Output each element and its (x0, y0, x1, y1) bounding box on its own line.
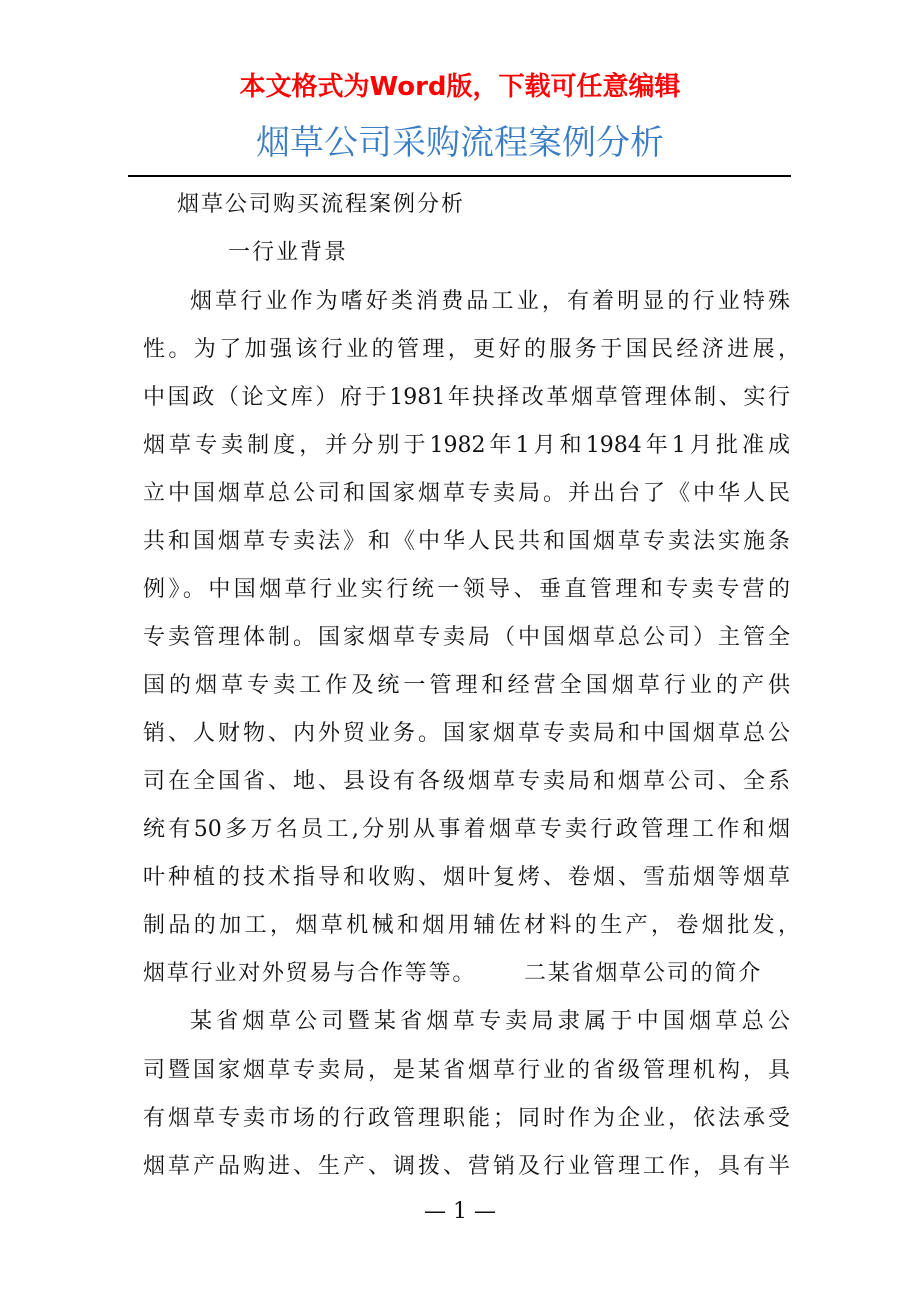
page-number: — 1 — (424, 1199, 496, 1224)
paragraph-line: 制品的加工，烟草机械和烟用辅佐材料的生产，卷烟批发， (143, 913, 800, 938)
paragraph-line: 司暨国家烟草专卖局，是某省烟草行业的省级管理机构，具 (143, 1058, 790, 1083)
section-heading-2: 二某省烟草公司的简介 (524, 961, 763, 986)
paragraph-line: 烟草产品购进、生产、调拨、营销及行业管理工作，具有半 (143, 1154, 790, 1179)
document-title: 烟草公司采购流程案例分析 (256, 123, 664, 163)
paragraph-line: 统有50多万名员工,分别从事着烟草专卖行政管理工作和烟 (143, 817, 790, 842)
paragraph-line: 性。为了加强该行业的管理，更好的服务于国民经济进展， (143, 337, 800, 362)
paragraph-line: 专卖管理体制。国家烟草专卖局（中国烟草总公司）主管全 (143, 625, 790, 650)
paragraph-line: 烟草行业对外贸易与合作等等。 (143, 961, 477, 986)
word-format-banner: 本文格式为Word版，下载可任意编辑 (239, 72, 681, 102)
paragraph-line: 有烟草专卖市场的行政管理职能；同时作为企业，依法承受 (143, 1106, 790, 1131)
paragraph-line: 中国政（论文库）府于1981年抉择改革烟草管理体制、实行 (143, 385, 790, 410)
subtitle: 烟草公司购买流程案例分析 (177, 192, 466, 217)
paragraph-line: 烟草专卖制度，并分别于1982年1月和1984年1月批准成 (143, 433, 790, 458)
paragraph-line: 烟草行业作为嗜好类消费品工业，有着明显的行业特殊 (190, 289, 790, 314)
section-heading-1: 一行业背景 (228, 240, 349, 265)
paragraph-line: 销、人财物、内外贸业务。国家烟草专卖局和中国烟草总公 (143, 721, 790, 746)
paragraph-line: 某省烟草公司暨某省烟草专卖局隶属于中国烟草总公 (190, 1009, 790, 1034)
paragraph-line: 立中国烟草总公司和国家烟草专卖局。并出台了《中华人民 (143, 481, 790, 506)
paragraph-line: 司在全国省、地、县设有各级烟草专卖局和烟草公司、全系 (143, 769, 790, 794)
paragraph-line: 国的烟草专卖工作及统一管理和经营全国烟草行业的产供 (143, 673, 790, 698)
paragraph-line: 共和国烟草专卖法》和《中华人民共和国烟草专卖法实施条 (143, 529, 790, 554)
paragraph-line: 例》。中国烟草行业实行统一领导、垂直管理和专卖专营的 (143, 577, 790, 602)
title-divider (128, 175, 791, 177)
paragraph-line: 叶种植的技术指导和收购、烟叶复烤、卷烟、雪茄烟等烟草 (143, 865, 790, 890)
